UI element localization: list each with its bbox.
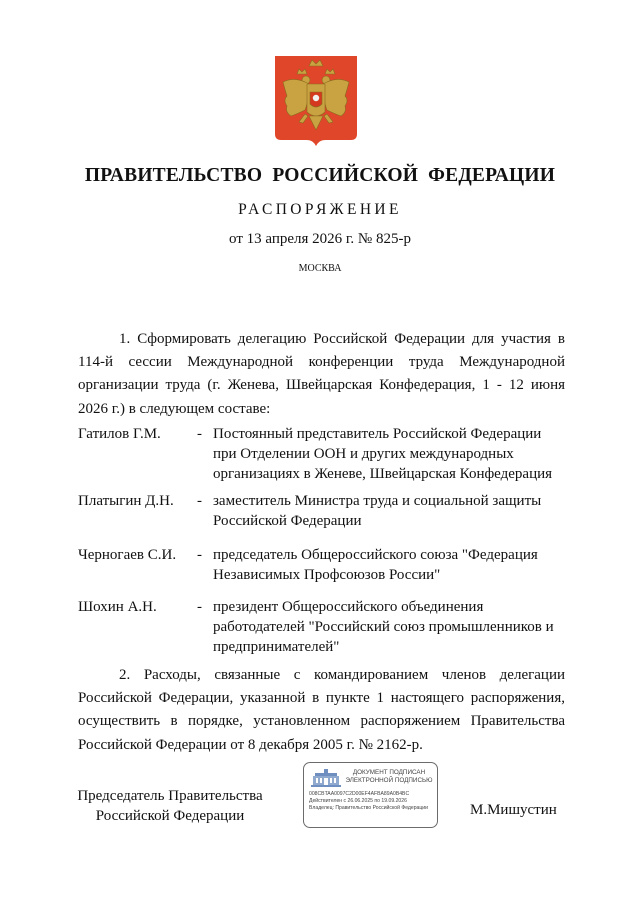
member-dash: - — [197, 547, 202, 563]
certificate-owner: Владелец: Правительство Российской Федерации — [309, 805, 429, 812]
city: МОСКВА — [298, 263, 342, 274]
member-role: президент Общероссийского объединения работодателей "Российский союз промышленников и предпринимателей" — [213, 599, 554, 655]
signatory-position: Председатель Правительства Российской Федерации — [77, 788, 263, 824]
member-dash: - — [197, 493, 202, 509]
member-name: Платыгин Д.Н. — [78, 493, 174, 509]
government-building-icon — [309, 768, 343, 788]
member-role: заместитель Министра труда и социальной защиты Российской Федерации — [213, 493, 542, 529]
certificate-number: 008CBTAA0097C2D00EF4AFBA89A0B4BC — [309, 791, 410, 797]
member-dash: - — [197, 426, 202, 442]
government-title: ПРАВИТЕЛЬСТВО РОССИЙСКОЙ ФЕДЕРАЦИИ — [84, 165, 556, 186]
member-dash: - — [197, 599, 202, 615]
member-role: председатель Общероссийского союза "Федерация Независимых Профсоюзов России" — [213, 547, 538, 583]
member-name: Шохин А.Н. — [78, 599, 157, 615]
signatory-name: М.Мишустин — [470, 802, 557, 818]
electronic-signature-stamp — [303, 762, 438, 828]
member-name: Гатилов Г.М. — [78, 426, 161, 442]
paragraph-2: 2. Расходы, связанные с командированием членов делегации Российской Федерации, указанной в пункте 1 настоящего распоряжения, осуществить в порядке, установленном распоряжением Правительства Российской Федерации от 8 декабря 2005 г. № 2162-р. — [78, 667, 565, 753]
member-role: Постоянный представитель Российской Федерации при Отделении ООН и других международных организациях в Женеве, Швейцарская Конфедерация — [213, 426, 553, 482]
stamp-details — [309, 791, 435, 813]
certificate-validity: Действителен с 26.06.2025 по 19.09.2026 — [309, 798, 407, 805]
document-date-number: от 13 апреля 2026 г. № 825-р — [229, 231, 411, 247]
member-name: Черногаев С.И. — [78, 547, 177, 563]
stamp-heading: ДОКУМЕНТ ПОДПИСАН ЭЛЕКТРОННОЙ ПОДПИСЬЮ — [345, 769, 433, 784]
document-type: РАСПОРЯЖЕНИЕ — [238, 201, 402, 218]
paragraph-1: 1. Сформировать делегацию Российской Федерации для участия в 114-й сессии Международной конференции труда Международной организации труда (г. Женева, Швейцарская Конфедерация, 1 - 12 июня 2026 г.) в следующем составе: — [78, 331, 565, 417]
coat-of-arms-icon — [275, 56, 357, 146]
